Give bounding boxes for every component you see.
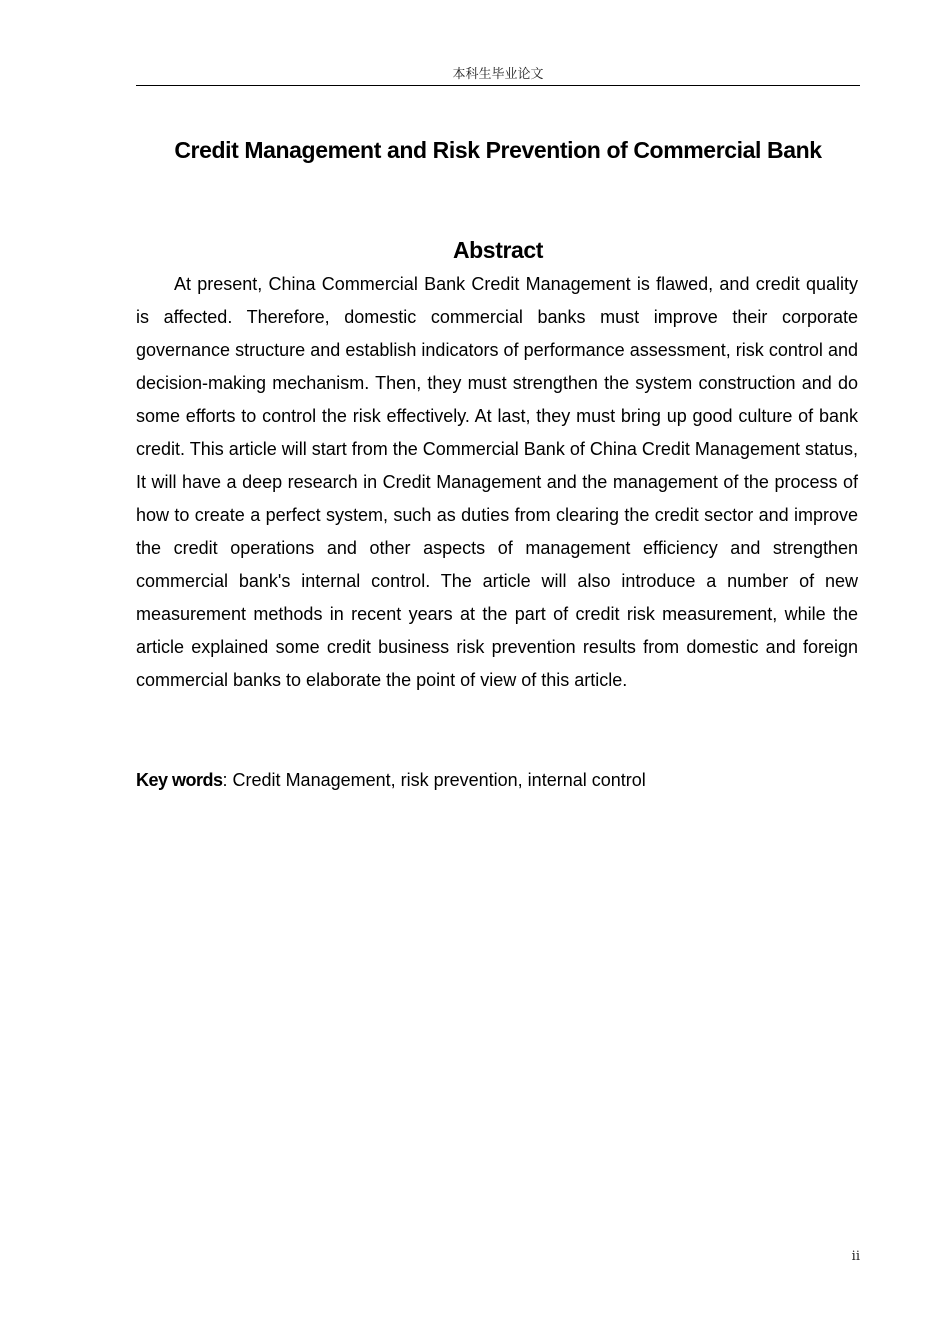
keywords-line — [136, 764, 858, 797]
keywords-separator: : — [222, 770, 233, 790]
paper-title: Credit Management and Risk Prevention of Commercial Bank — [174, 137, 822, 163]
abstract-body: At present, China Commercial Bank Credit Management is flawed, and credit quality is affected. Therefore, domestic commercial banks must improve their corporate governance structure and establish indicators of performance assessment, risk control and decision-making mechanism. Then, they must strengthen the system construction and do some efforts to control the risk effectively. At last, they must bring up good culture of bank credit. This article will start from the Commercial Bank of China Credit Management status, It will have a deep research in Credit Management and the management of the process of how to create a perfect system, such as duties from clearing the credit sector and improve the credit operations and other aspects of management efficiency and strengthen commercial bank's internal control. The article will also introduce a number of new measurement methods in recent years at the part of credit risk measurement, while the article explained some credit business risk prevention results from domestic and foreign commercial banks to elaborate the point of view of this article. — [136, 274, 858, 690]
header-rule — [136, 85, 860, 86]
page-number: ii — [851, 1249, 860, 1264]
keywords-label: Key words — [136, 770, 223, 790]
abstract-heading: Abstract — [452, 237, 544, 263]
keywords-text: Credit Management, risk prevention, internal control — [232, 770, 646, 790]
running-header: 本科生毕业论文 — [452, 67, 544, 82]
